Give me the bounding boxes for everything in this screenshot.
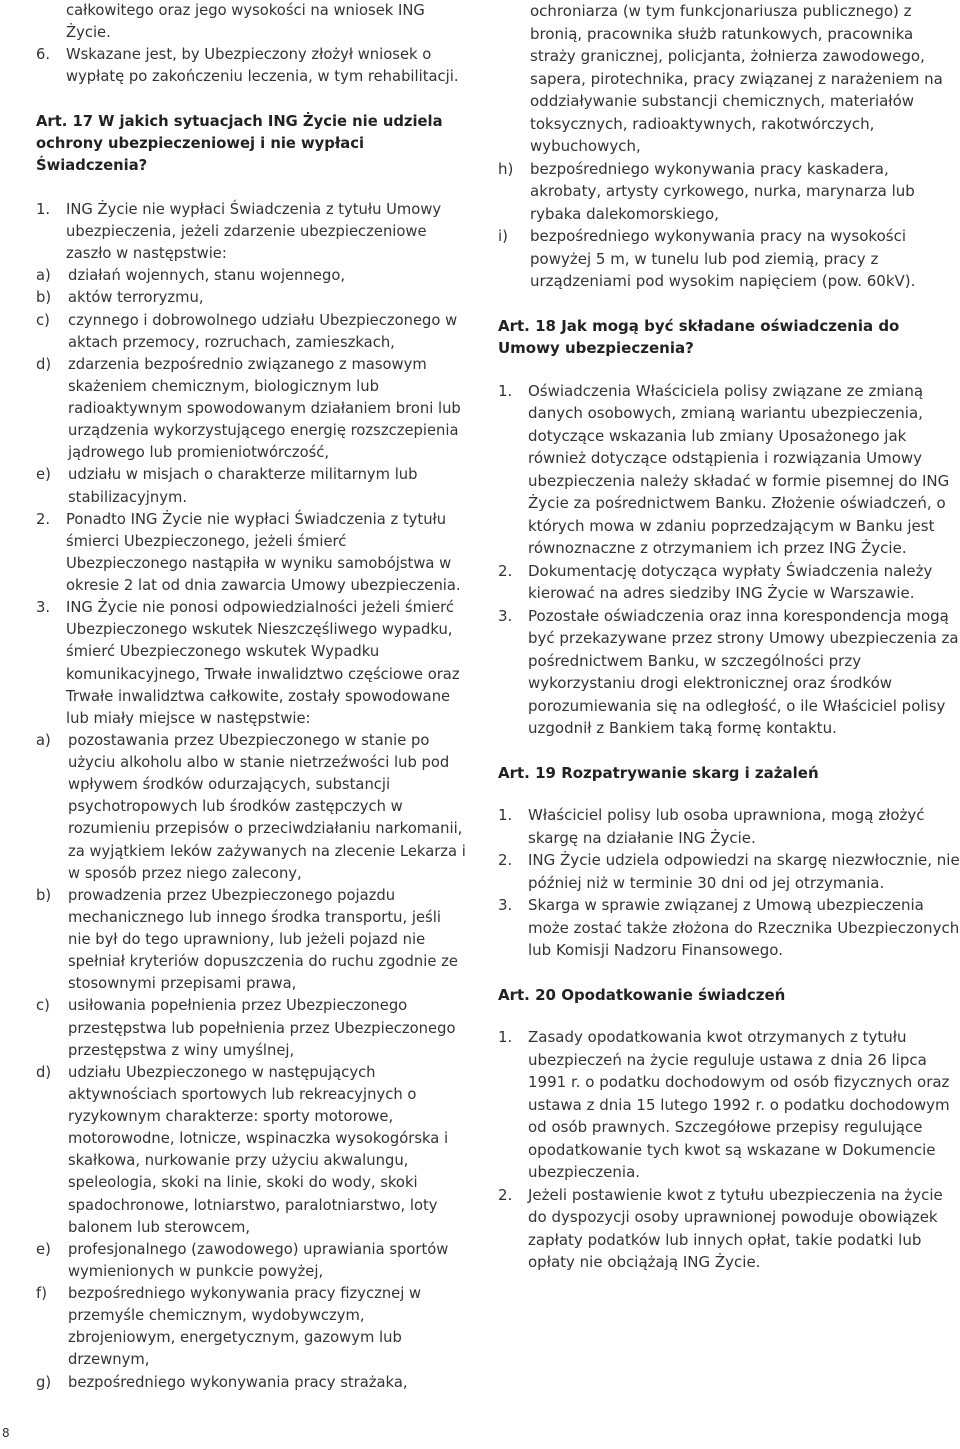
list-label: g) — [36, 1373, 52, 1391]
list-text: bezpośredniego wykonywania pracy strażaka, — [68, 1373, 408, 1391]
list-text: zdarzenia bezpośrednio związanego z masowym skażeniem chemicznym, biologicznym lub radioaktywnym spowodowanym działaniem broni lub urządzenia wykorzystującego energię rozszczepienia jądrowego lub promieniotwórczość, — [68, 355, 461, 462]
list-label — [36, 0, 66, 44]
list-text: Oświadczenia Właściciela polisy związane ze zmianą danych osobowych, zmianą wariantu ubezpieczenia, dotyczące wskazania lub zmiany Uposażonego jak również dotyczące odstąpienia i rozwiązania Umowy ubezpieczenia należy składać w formie pisemnej do ING Życie za pośrednictwem Banku. Złożenie oświadczeń, o których mowa w zdaniu poprzedzającym w Banku jest równoznaczne z otrzymaniem ich przez ING Życie. — [528, 381, 950, 557]
list-text: Właściciel polisy lub osoba uprawniona, mogą złożyć skargę na działanie ING Życie. — [528, 806, 925, 847]
list-label: c) — [36, 997, 50, 1015]
list-label: h) — [498, 159, 514, 178]
list-label: d) — [36, 355, 52, 373]
left-column — [36, 0, 466, 1394]
list-label: 2. — [498, 851, 513, 869]
list-item — [498, 380, 960, 560]
list-item — [36, 1283, 466, 1372]
list-item — [36, 310, 466, 354]
list-item — [36, 1239, 466, 1283]
list-label: d) — [36, 1063, 52, 1081]
spacer — [36, 177, 466, 199]
list-label: e) — [36, 1240, 51, 1258]
spacer — [498, 740, 960, 762]
list-text: bezpośredniego wykonywania pracy kaskadera, akrobaty, artysty cyrkowego, nurka, marynarza lub rybaka dalekomorskiego, — [530, 159, 915, 223]
list-text: Skarga w sprawie związanej z Umową ubezpieczenia może zostać także złożona do Rzecznika Ubezpieczonych lub Komisji Nadzoru Finansowego. — [528, 896, 960, 959]
list-label: 6. — [36, 46, 51, 64]
spacer — [498, 784, 960, 804]
list-text: bezpośredniego wykonywania pracy na wysokości powyżej 5 m, w tunelu lub pod ziemią, pracy z urządzeniami pod wysokim napięciem (pow. 60kV). — [530, 227, 916, 290]
list-label: 1. — [498, 806, 513, 824]
list-text: Wskazane jest, by Ubezpieczony złożył wniosek o wypłatę po zakończeniu leczenia, w tym rehabilitacji. — [66, 46, 459, 86]
list-item — [36, 730, 466, 885]
right-column — [498, 0, 960, 1274]
list-item — [498, 158, 960, 226]
list-label: f) — [36, 1285, 47, 1302]
list-label: 3. — [36, 599, 51, 617]
list-item — [498, 849, 960, 894]
list-text: Dokumentację dotycząca wypłaty Świadczenia należy kierować na adres siedziby ING Życie w Warszawie. — [528, 561, 933, 602]
spacer — [498, 360, 960, 380]
list-item — [498, 1026, 960, 1184]
list-label: 3. — [498, 606, 513, 625]
list-label: 1. — [498, 1028, 513, 1046]
list-item — [498, 605, 960, 740]
spacer — [498, 962, 960, 984]
list-item — [498, 225, 960, 293]
list-item — [498, 804, 960, 849]
list-text: profesjonalnego (zawodowego) uprawiania sportów wymienionych w punkcie powyżej, — [68, 1240, 449, 1280]
list-label: a) — [36, 731, 51, 749]
list-text: prowadzenia przez Ubezpieczonego pojazdu mechanicznego lub innego środka transportu, jeśli nie był do tego uprawniony, lub jeżeli pojazd nie spełniał kryteriów dopuszczenia do ruchu zgodnie ze stosownymi przepisami prawa, — [68, 886, 458, 993]
list-label: b) — [36, 886, 52, 904]
spacer — [498, 293, 960, 315]
list-text: usiłowania popełnienia przez Ubezpieczonego przestępstwa lub popełnienia przez Ubezpieczonego przestępstwa z winy umyślnej, — [68, 997, 456, 1059]
list-label: 2. — [498, 1185, 513, 1204]
list-item — [36, 885, 466, 996]
list-text: ING Życie nie ponosi odpowiedzialności jeżeli śmierć Ubezpieczonego wskutek Nieszczęśliwego wypadku, śmierć Ubezpieczonego wskutek Wypadku komunikacyjnego, Trwałe inwalidztwo częściowe oraz Trwałe inwalidztwa całkowite, zostały spowodowane lub miały miejsce w następstwie: — [66, 599, 460, 727]
list-text: pozostawania przez Ubezpieczonego w stanie po użyciu alkoholu albo w stanie nietrzeźwości lub pod wpływem środków odurzających, substancji psychotropowych lub środków zastępczych w rozumieniu przepisów o przeciwdziałaniu narkomanii, za wyjątkiem leków zażywanych na zlecenie Lekarza i w sposób przez niego zalecony, — [68, 731, 466, 882]
continued-text — [36, 0, 466, 44]
list-text: ING Życie udziela odpowiedzi na skargę niezwłocznie, nie później niż w terminie 30 dni od jej otrzymania. — [528, 851, 960, 892]
list-item — [498, 560, 960, 605]
list-item — [36, 265, 466, 287]
list-text: ING Życie nie wypłaci Świadczenia z tytułu Umowy ubezpieczenia, jeżeli zdarzenie ubezpieczeniowe zaszło w następstwie: — [66, 200, 442, 263]
art20-heading: Art. 20 Opodatkowanie świadczeń — [498, 985, 786, 1004]
list-text: udziału w misjach o charakterze militarnym lub stabilizacyjnym. — [68, 466, 418, 506]
list-text: bezpośredniego wykonywania pracy fizycznej w przemyśle chemicznym, wydobywczym, zbrojeniowym, energetycznym, gazowym lub drzewnym, — [68, 1285, 422, 1369]
list-text: całkowitego oraz jego wysokości na wniosek ING Życie. — [66, 2, 425, 42]
list-text: Pozostałe oświadczenia oraz inna korespondencja mogą być przekazywane przez strony Umowy ubezpieczenia za pośrednictwem Banku, w szczególności przy wykorzystaniu drogi elektronicznej oraz środków porozumiewania się na odległość, o ile Właściciel polisy uzgodnił z Bankiem taką formę kontaktu. — [528, 606, 959, 737]
art17-heading: Art. 17 W jakich sytuacjach ING Życie nie udziela ochrony ubezpieczeniowej i nie wypłaci Świadczenia? — [36, 112, 443, 174]
list-label: a) — [36, 267, 51, 285]
list-label: e) — [36, 466, 51, 484]
list-item — [36, 287, 466, 309]
art17-paragraph-3 — [36, 597, 466, 730]
list-label: 2. — [498, 561, 513, 580]
list-item — [36, 1372, 466, 1394]
list-label: 1. — [36, 200, 51, 218]
list-label: i) — [498, 227, 509, 245]
list-text: aktów terroryzmu, — [68, 289, 204, 307]
art19-heading: Art. 19 Rozpatrywanie skarg i zażaleń — [498, 763, 819, 782]
list-item — [498, 894, 960, 962]
list-text: Ponadto ING Życie nie wypłaci Świadczenia z tytułu śmierci Ubezpieczonego, jeżeli śmierć Ubezpieczonego nastąpiła w wyniku samobójstwa w okresie 2 lat od dnia zawarcia Umowy ubezpieczenia. — [66, 510, 461, 594]
spacer — [36, 89, 466, 111]
list-item — [36, 464, 466, 508]
page-number: 8 — [2, 1426, 10, 1440]
list-text: działań wojennych, stanu wojennego, — [68, 267, 346, 285]
list-item — [36, 354, 466, 465]
art17-paragraph-1 — [36, 199, 466, 265]
list-item — [36, 995, 466, 1061]
list-text: czynnego i dobrowolnego udziału Ubezpieczonego w aktach przemocy, rozruchach, zamieszkach, — [68, 311, 458, 351]
list-label: b) — [36, 289, 52, 307]
art18-heading: Art. 18 Jak mogą być składane oświadczenia do Umowy ubezpieczenia? — [498, 316, 900, 357]
list-text: ochroniarza (w tym funkcjonariusza publicznego) z bronią, pracownika służb ratunkowych, pracownika straży granicznej, policjanta, żołnierza zawodowego, sapera, pirotechnika, pracy związanej z narażeniem na oddziaływanie substancji chemicznych, materiałów toksycznych, radioaktywnych, rakotwórczych, wybuchowych, — [530, 2, 943, 155]
list-text: Jeżeli postawienie kwot z tytułu ubezpieczenia na życie do dyspozycji osoby uprawnionej powoduje obowiązek zapłaty podatków lub innych opłat, takie podatki lub opłaty nie obciążają ING Życie. — [528, 1185, 943, 1271]
art17-paragraph-2 — [36, 509, 466, 598]
list-label: 1. — [498, 381, 513, 400]
list-label — [498, 0, 530, 158]
list-text: Zasady opodatkowania kwot otrzymanych z tytułu ubezpieczeń na życie reguluje ustawa z dnia 26 lipca 1991 r. o podatku dochodowym od osób fizycznych oraz ustawa z dnia 15 lutego 1992 r. o podatku dochodowym od osób prawnych. Szczegółowe przepisy regulujące opodatkowanie tych kwot są wskazane w Dokumencie ubezpieczenia. — [528, 1028, 950, 1181]
list-label: c) — [36, 311, 50, 329]
list-item — [498, 1184, 960, 1274]
spacer — [498, 1006, 960, 1026]
list-item — [36, 1062, 466, 1239]
continued-list-item — [498, 0, 960, 158]
list-item-6 — [36, 44, 466, 88]
list-label: 3. — [498, 896, 513, 914]
list-text: udziału Ubezpieczonego w następujących aktywnościach sportowych lub rekreacyjnych o ryzykownym charakterze: sporty motorowe, motorowodne, lotnicze, wspinaczka wysokogórska i skałkowa, nurkowanie przy użyciu akwalungu, speleologia, skoki na linie, skoki do wody, skoki spadochronowe, lotniarstwo, paralotniarstwo, loty balonem lub sterowcem, — [68, 1063, 449, 1236]
list-label: 2. — [36, 510, 51, 528]
